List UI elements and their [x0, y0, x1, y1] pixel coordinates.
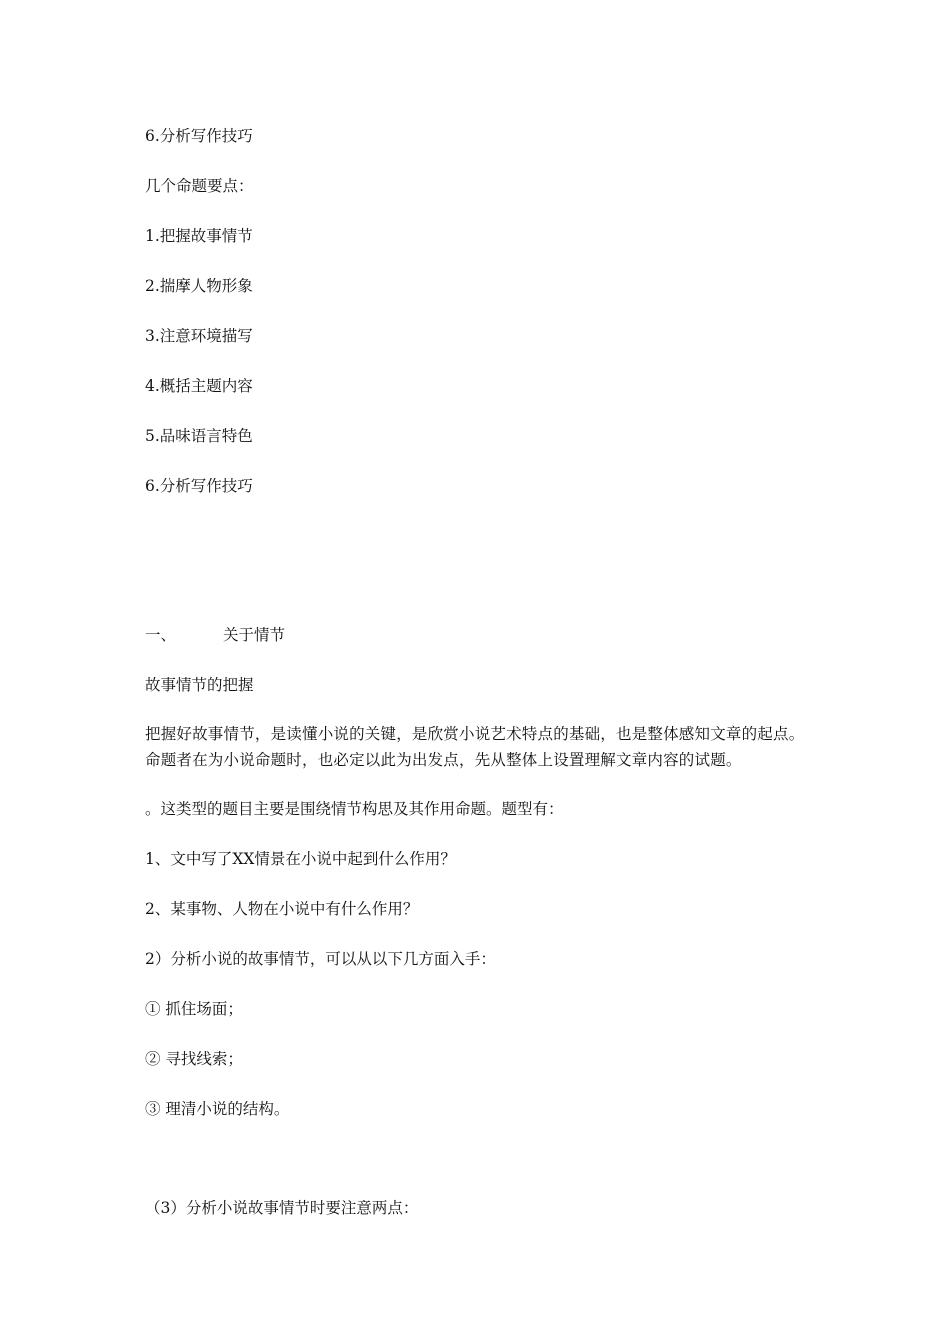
- paragraph-line: 。这类型的题目主要是围绕情节构思及其作用命题。题型有：: [145, 800, 564, 818]
- subheading: 故事情节的把握: [145, 676, 254, 694]
- section-heading: [145, 625, 285, 645]
- list-item: 6.分析写作技巧: [145, 127, 253, 145]
- section-title: 关于情节: [223, 626, 286, 644]
- list-item: 2.揣摩人物形象: [145, 277, 253, 295]
- list-item: 4.概括主题内容: [145, 377, 253, 395]
- list-item: ① 抓住场面；: [145, 1000, 243, 1018]
- question-item: 2、某事物、人物在小说中有什么作用？: [145, 900, 419, 918]
- list-item: 6.分析写作技巧: [145, 477, 253, 495]
- question-item: 1、文中写了XX情景在小说中起到什么作用？: [145, 850, 456, 868]
- body-paragraph: 把握好故事情节，是读懂小说的关键，是欣赏小说艺术特点的基础，也是整体感知文章的起点。命题者在为小说命题时，也必定以此为出发点，先从整体上设置理解文章内容的试题。: [145, 725, 805, 769]
- paragraph-line: 2）分析小说的故事情节，可以从以下几方面入手：: [145, 950, 496, 968]
- list-item: ③ 理清小说的结构。: [145, 1100, 290, 1118]
- list-item: ② 寻找线索；: [145, 1050, 243, 1068]
- list-item: 3.注意环境描写: [145, 327, 253, 345]
- list-item: 5.品味语言特色: [145, 427, 253, 445]
- list-heading: 几个命题要点：: [145, 177, 254, 195]
- paragraph-line: （3）分析小说故事情节时要注意两点：: [145, 1199, 419, 1217]
- list-item: 1.把握故事情节: [145, 227, 253, 245]
- section-number: 一、: [145, 626, 177, 644]
